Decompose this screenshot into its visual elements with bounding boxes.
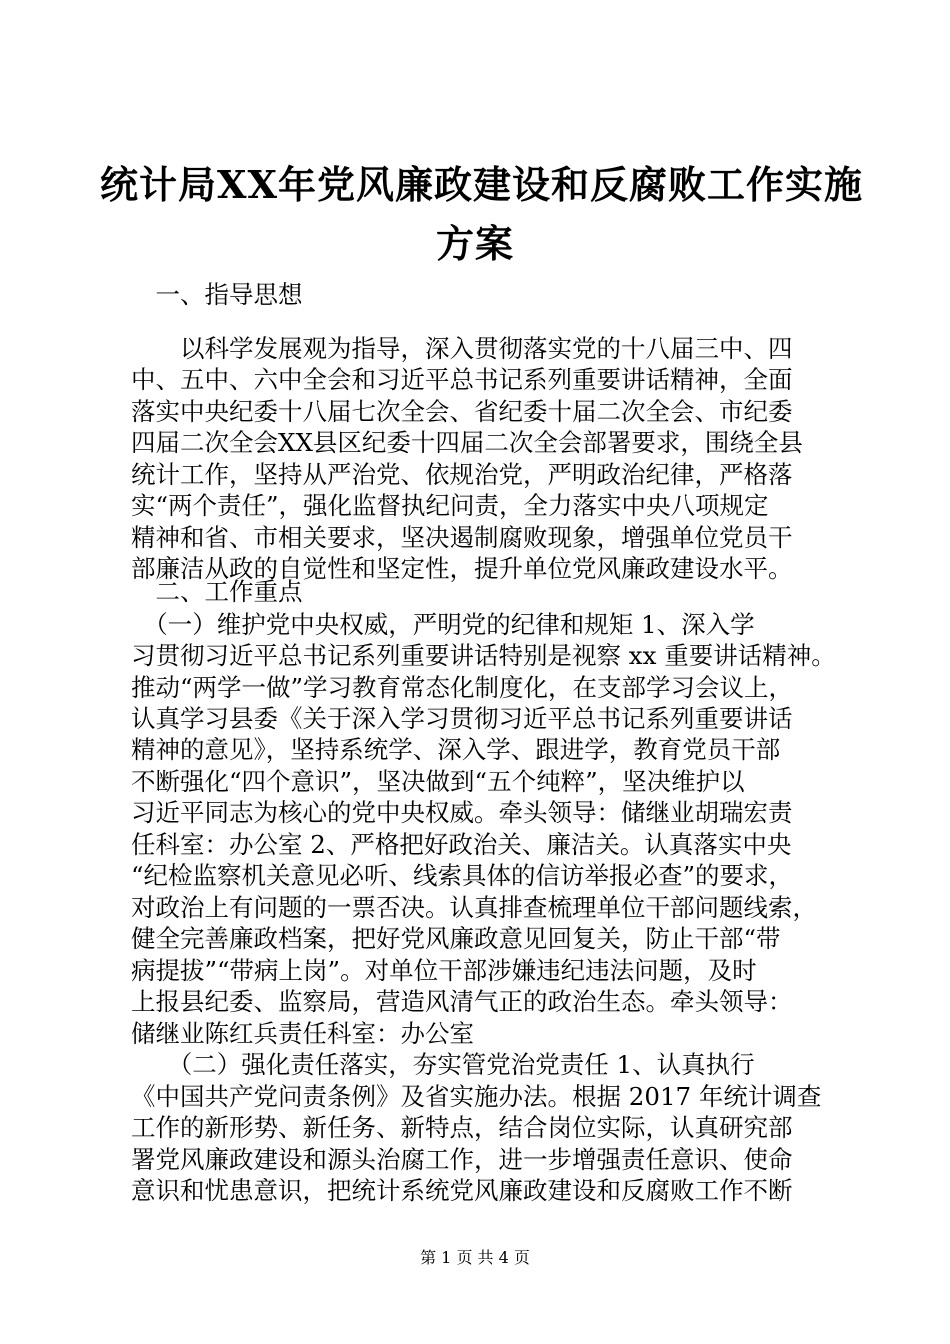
paragraph-line: 上报县纪委、监察局，营造风清气正的政治生态。牵头领导： [131,987,793,1016]
paragraph-line: 精神的意见》，坚持系统学、深入学、跟进学，教育党员干部 [131,735,781,764]
heading-2: 二、工作重点 [131,577,303,606]
paragraph-line: 精神和省、市相关要求，坚决遏制腐败现象，增强单位党员干 [131,523,793,552]
paragraph-line: “纪检监察机关意见必听、线索具体的信访举报必查”的要求， [131,861,794,890]
paragraph-line: 以科学发展观为指导，深入贯彻落实党的十八届三中、四 [131,334,793,363]
paragraph-line: 部廉洁从政的自觉性和坚定性，提升单位党风廉政建设水平。 [131,554,793,583]
paragraph-line: 对政治上有问题的一票否决。认真排查梳理单位干部问题线索， [131,893,817,922]
document-title-line-2: 方案 [435,221,514,266]
paragraph-line: 不断强化“四个意识”，坚决做到“五个纯粹”，坚决维护以 [131,767,745,796]
paragraph-line: 习近平同志为核心的党中央权威。牵头领导：储继业胡瑞宏责 [131,798,793,827]
paragraph-line: 署党风廉政建设和源头治腐工作，进一步增强责任意识、使命 [131,1145,793,1174]
paragraph-line: 认真学习县委《关于深入学习贯彻习近平总书记系列重要讲话 [131,704,793,733]
paragraph-line: 病提拔”“带病上岗”。对单位干部涉嫌违纪违法问题，及时 [131,956,757,985]
paragraph-line: 任科室：办公室 2、严格把好政治关、廉洁关。认真落实中央 [131,830,792,859]
paragraph-line: 工作的新形势、新任务、新特点，结合岗位实际，认真研究部 [131,1113,793,1142]
paragraph-line: 四届二次全会XX县区纪委十四届二次全会部署要求，围绕全县 [131,428,803,457]
paragraph-line: 统计工作，坚持从严治党、依规治党，严明政治纪律，严格落 [131,460,793,489]
paragraph-line: 《中国共产党问责条例》及省实施办法。根据 2017 年统计调查 [131,1082,822,1111]
paragraph-line: 健全完善廉政档案，把好党风廉政意见回复关，防止干部“带 [131,924,781,953]
paragraph-line: （一）维护党中央权威，严明党的纪律和规矩 1、深入学 [131,610,755,639]
document-title-line-1: 统计局XX年党风廉政建设和反腐败工作实施 [100,162,863,207]
heading-1: 一、指导思想 [131,280,303,309]
paragraph-line: 习贯彻习近平总书记系列重要讲话特别是视察 xx 重要讲话精神。 [131,641,836,670]
paragraph-line: 意识和忧患意识，把统计系统党风廉政建设和反腐败工作不断 [131,1176,793,1205]
paragraph-line: （二）强化责任落实，夯实管党治党责任 1、认真执行 [131,1050,755,1079]
paragraph-line: 中、五中、六中全会和习近平总书记系列重要讲话精神，全面 [131,365,793,394]
paragraph-line: 实“两个责任”，强化监督执纪问责，全力落实中央八项规定 [131,491,769,520]
paragraph-line: 推动“两学一做”学习教育常态化制度化，在支部学习会议上， [131,673,794,702]
page-number-footer: 第 1 页 共 4 页 [420,1248,530,1267]
paragraph-line: 落实中央纪委十八届七次全会、省纪委十届二次全会、市纪委 [131,397,793,426]
paragraph-line: 储继业陈红兵责任科室：办公室 [131,1019,474,1048]
